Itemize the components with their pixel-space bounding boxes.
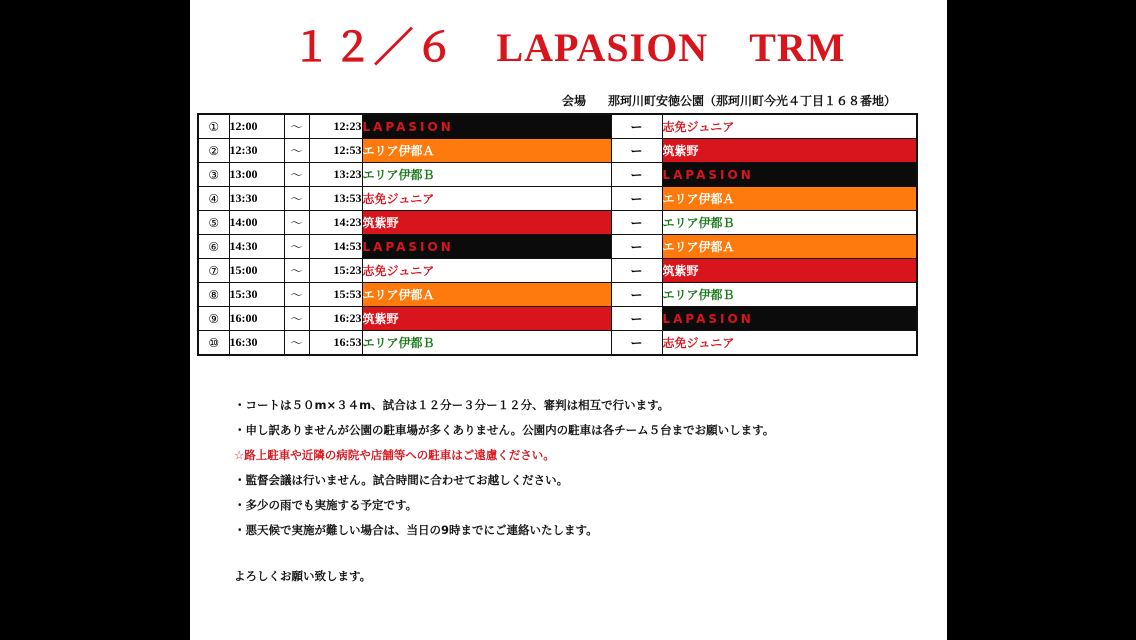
away-team: エリア伊都Ｂ — [662, 211, 917, 235]
start-time: 14:00 — [229, 211, 284, 235]
match-number: ④ — [198, 187, 229, 211]
note-item: ・コートは５０m×３４m、試合は１２分ー３分ー１２分、審判は相互で行います。 — [234, 398, 670, 412]
match-number: ⑨ — [198, 307, 229, 331]
home-team: 筑紫野 — [362, 307, 611, 331]
time-separator: 〜 — [284, 211, 309, 235]
versus-dash: ー — [611, 114, 662, 139]
note-item-warning: ☆路上駐車や近隣の病院や店舗等への駐車はご遠慮ください。 — [234, 448, 555, 462]
home-team: 筑紫野 — [362, 211, 611, 235]
note-item: ・監督会議は行いません。試合時間に合わせてお越しください。 — [234, 473, 569, 487]
home-team: 志免ジュニア — [362, 187, 611, 211]
match-row — [198, 283, 917, 307]
start-time: 16:30 — [229, 331, 284, 356]
note-item: ・悪天候で実施が難しい場合は、当日の9時までにご連絡いたします。 — [234, 523, 598, 537]
start-time: 16:00 — [229, 307, 284, 331]
start-time: 15:30 — [229, 283, 284, 307]
end-time: 12:23 — [309, 114, 362, 139]
end-time: 13:53 — [309, 187, 362, 211]
start-time: 13:30 — [229, 187, 284, 211]
time-separator: 〜 — [284, 283, 309, 307]
home-team: 志免ジュニア — [362, 259, 611, 283]
end-time: 13:23 — [309, 163, 362, 187]
start-time: 12:30 — [229, 139, 284, 163]
time-separator: 〜 — [284, 331, 309, 356]
match-row — [198, 114, 917, 139]
start-time: 13:00 — [229, 163, 284, 187]
away-team: エリア伊都Ｂ — [662, 283, 917, 307]
away-team: LAPASION — [662, 307, 917, 331]
time-separator: 〜 — [284, 235, 309, 259]
end-time: 15:53 — [309, 283, 362, 307]
versus-dash: ー — [611, 283, 662, 307]
start-time: 12:00 — [229, 114, 284, 139]
away-team: 筑紫野 — [662, 259, 917, 283]
time-separator: 〜 — [284, 307, 309, 331]
versus-dash: ー — [611, 307, 662, 331]
home-team: エリア伊都Ｂ — [362, 331, 611, 356]
versus-dash: ー — [611, 139, 662, 163]
time-separator: 〜 — [284, 259, 309, 283]
notes-list — [234, 393, 774, 543]
away-team: 筑紫野 — [662, 139, 917, 163]
match-row — [198, 139, 917, 163]
versus-dash: ー — [611, 211, 662, 235]
note-item: ・多少の雨でも実施する予定です。 — [234, 498, 418, 512]
match-number: ③ — [198, 163, 229, 187]
time-separator: 〜 — [284, 139, 309, 163]
closing-text: よろしくお願い致します。 — [234, 569, 372, 583]
match-row — [198, 187, 917, 211]
venue-value: 那珂川町安徳公園（那珂川町今光４丁目１６８番地） — [608, 94, 897, 108]
versus-dash: ー — [611, 187, 662, 211]
note-item: ・申し訳ありませんが公園の駐車場が多くありません。公園内の駐車は各チーム５台までお願いします。 — [234, 423, 775, 437]
match-schedule-table — [197, 113, 918, 356]
end-time: 16:23 — [309, 307, 362, 331]
time-separator: 〜 — [284, 114, 309, 139]
match-number: ⑦ — [198, 259, 229, 283]
time-separator: 〜 — [284, 163, 309, 187]
match-row — [198, 163, 917, 187]
away-team: エリア伊都Ａ — [662, 187, 917, 211]
match-row — [198, 235, 917, 259]
match-number: ① — [198, 114, 229, 139]
end-time: 14:23 — [309, 211, 362, 235]
match-number: ⑩ — [198, 331, 229, 356]
match-row — [198, 259, 917, 283]
home-team: LAPASION — [362, 114, 611, 139]
flyer-page — [190, 0, 947, 640]
match-number: ② — [198, 139, 229, 163]
page-title: １２／６ LAPASION TRM — [291, 25, 846, 70]
away-team: 志免ジュニア — [662, 331, 917, 356]
home-team: エリア伊都Ｂ — [362, 163, 611, 187]
match-number: ⑤ — [198, 211, 229, 235]
versus-dash: ー — [611, 163, 662, 187]
versus-dash: ー — [611, 331, 662, 356]
venue-label: 会場 — [562, 94, 587, 108]
match-number: ⑧ — [198, 283, 229, 307]
versus-dash: ー — [611, 259, 662, 283]
home-team: エリア伊都Ａ — [362, 283, 611, 307]
end-time: 16:53 — [309, 331, 362, 356]
start-time: 14:30 — [229, 235, 284, 259]
home-team: LAPASION — [362, 235, 611, 259]
end-time: 15:23 — [309, 259, 362, 283]
match-row — [198, 211, 917, 235]
end-time: 14:53 — [309, 235, 362, 259]
end-time: 12:53 — [309, 139, 362, 163]
match-row — [198, 331, 917, 356]
match-row — [198, 307, 917, 331]
away-team: LAPASION — [662, 163, 917, 187]
start-time: 15:00 — [229, 259, 284, 283]
versus-dash: ー — [611, 235, 662, 259]
match-number: ⑥ — [198, 235, 229, 259]
away-team: エリア伊都Ａ — [662, 235, 917, 259]
home-team: エリア伊都Ａ — [362, 139, 611, 163]
venue-line — [562, 92, 896, 109]
away-team: 志免ジュニア — [662, 114, 917, 139]
time-separator: 〜 — [284, 187, 309, 211]
